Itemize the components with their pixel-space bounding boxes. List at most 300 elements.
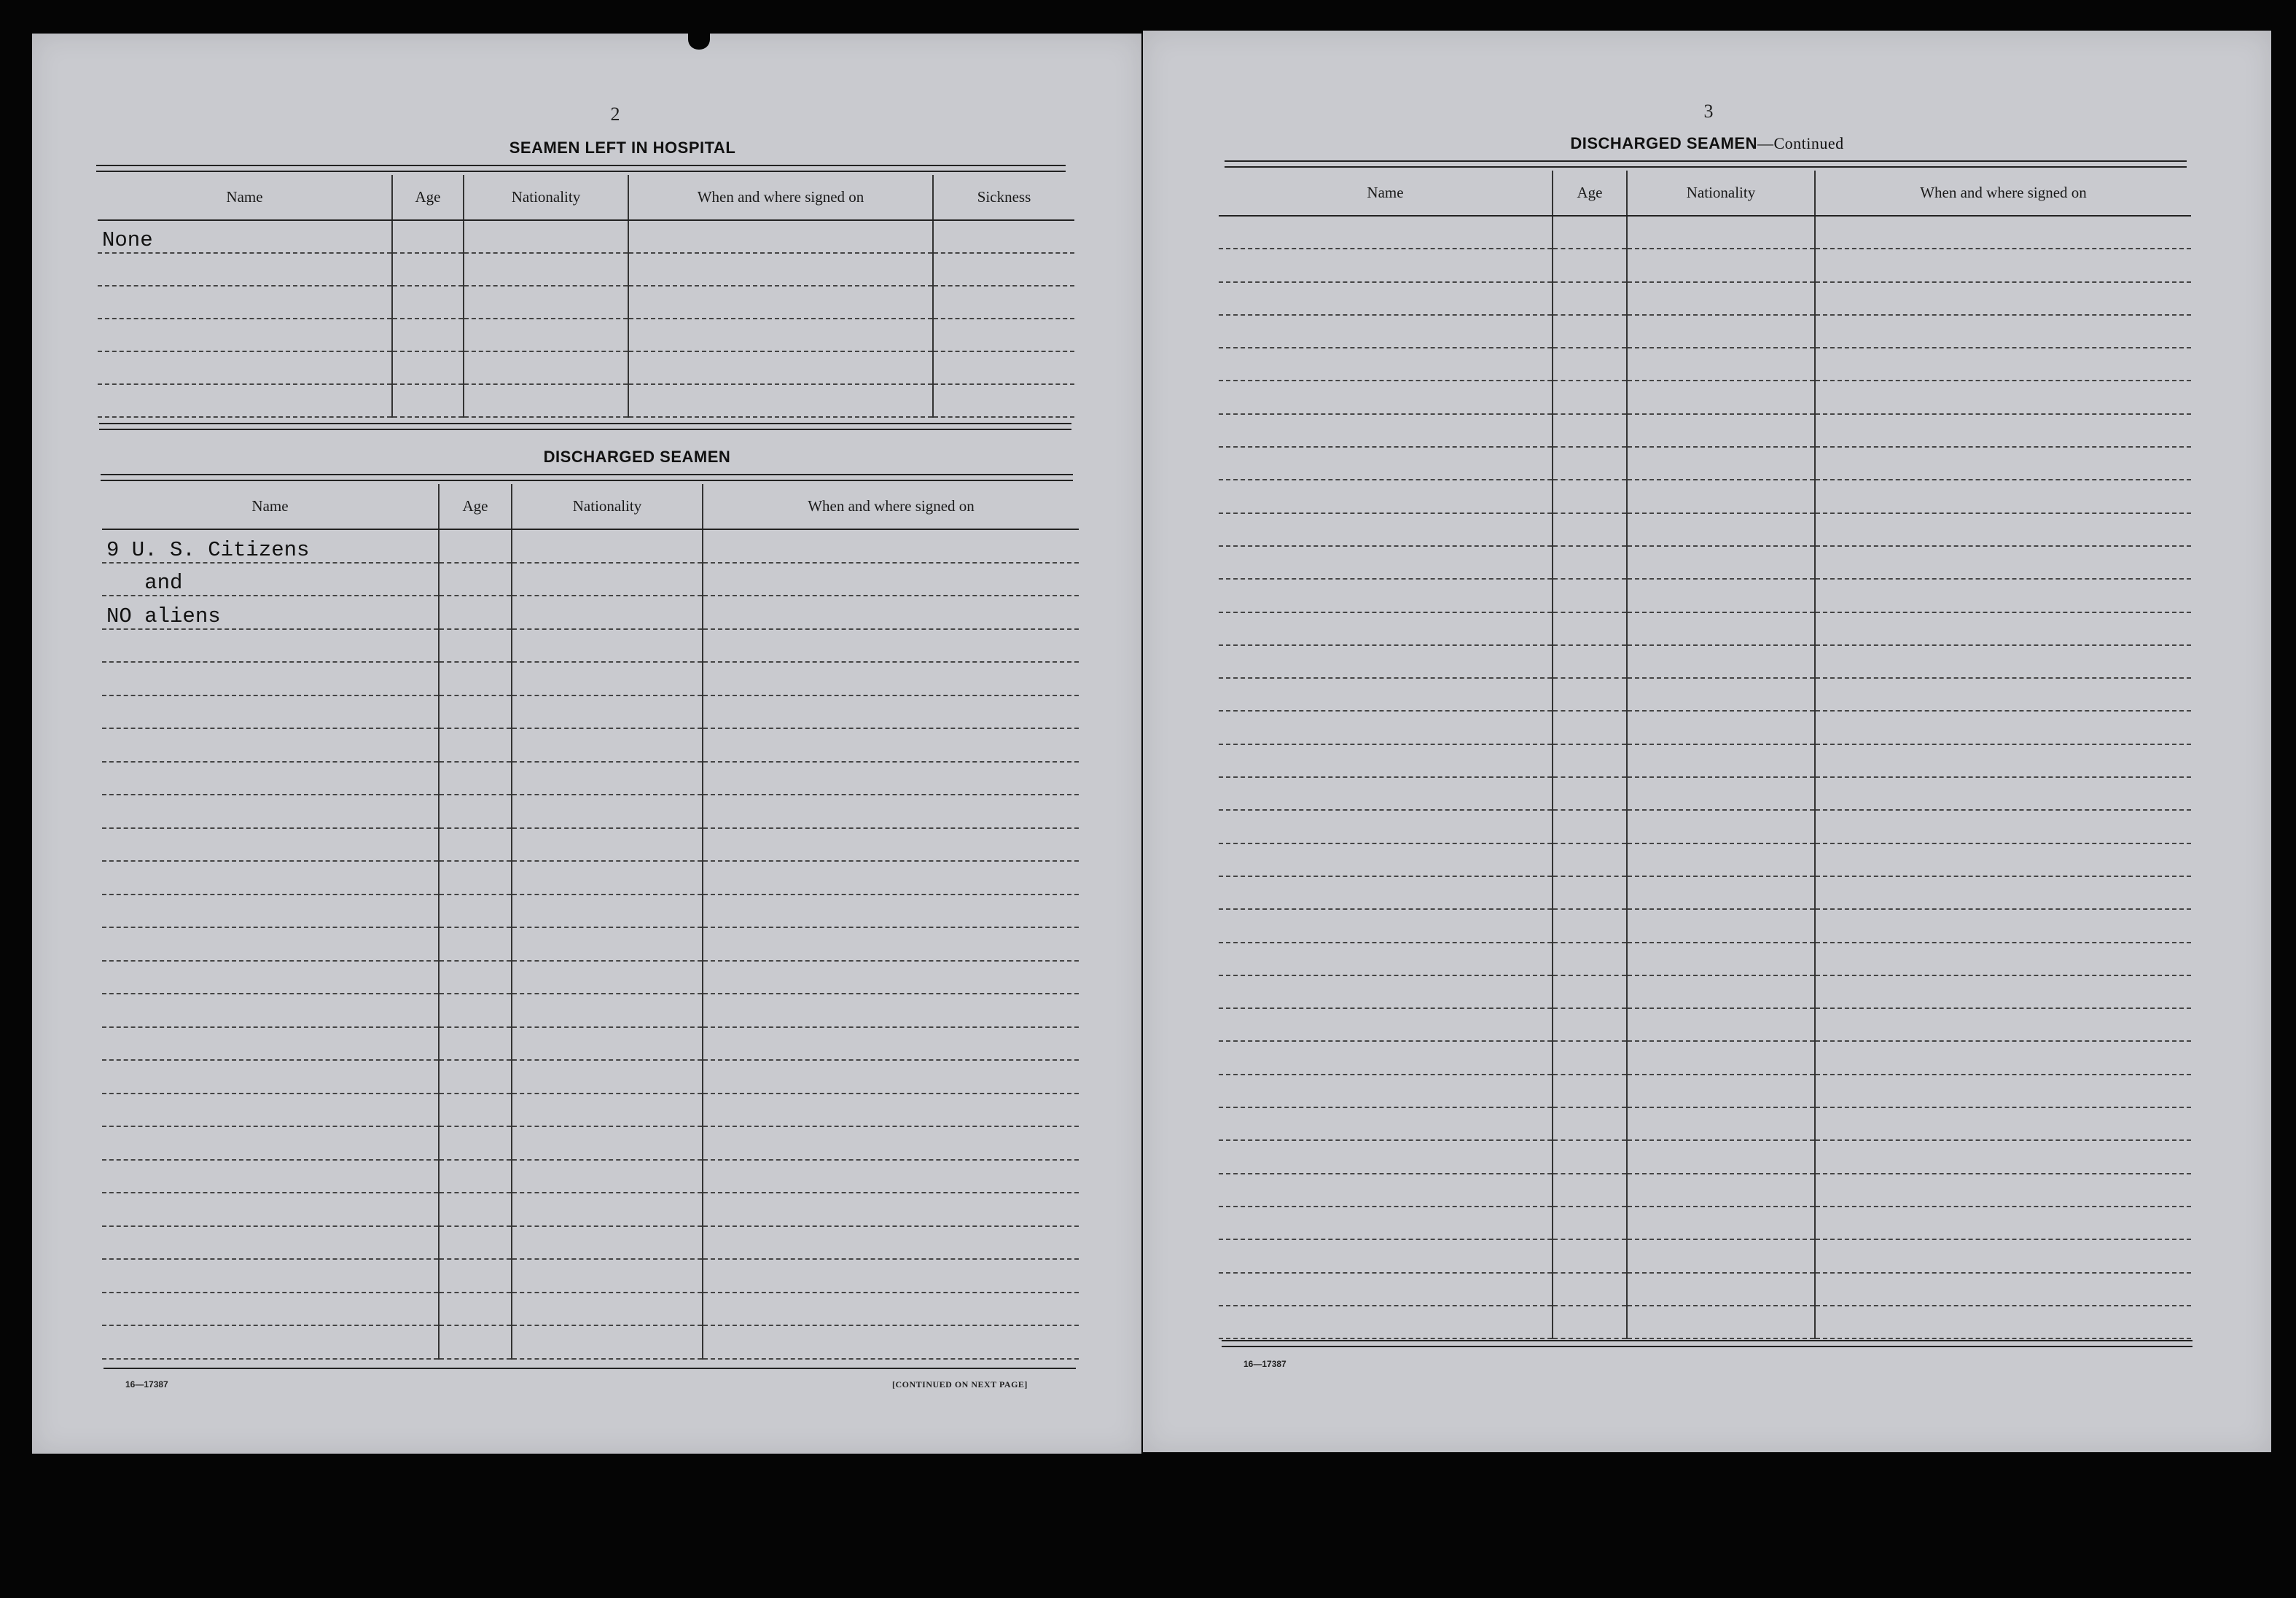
table-row (98, 351, 1074, 384)
discharged-header-3: When and where signed on (703, 484, 1079, 529)
table-row (98, 286, 1074, 319)
right-discharged-cell (1627, 579, 1815, 612)
discharged-table (102, 484, 1079, 1360)
hospital-cell (98, 253, 392, 286)
discharged-cell (703, 563, 1079, 596)
right-discharged-cell (1219, 480, 1553, 512)
discharged-cell (512, 695, 703, 729)
right-discharged-cell (1553, 843, 1627, 876)
discharged-cell (439, 1060, 512, 1094)
hospital-cell (464, 384, 628, 417)
right-discharged-cell (1553, 1174, 1627, 1207)
discharged-cell (439, 861, 512, 895)
discharged-cell (102, 1226, 439, 1260)
right-discharged-cell (1815, 678, 2191, 711)
right-discharged-cell (1815, 216, 2191, 249)
discharged-cell (102, 895, 439, 928)
right-discharged-cell (1815, 645, 2191, 678)
table-row (102, 1226, 1079, 1260)
right-discharged-cell (1219, 282, 1553, 315)
discharged-cell (439, 1226, 512, 1260)
discharged-cell (102, 1094, 439, 1127)
right-discharged-cell (1815, 777, 2191, 810)
right-discharged-cell (1219, 1041, 1553, 1074)
binding-notch (688, 31, 710, 50)
table-row (1219, 645, 2191, 678)
discharged-cell (102, 629, 439, 663)
table-row (102, 728, 1079, 762)
right-discharged-cell (1815, 348, 2191, 381)
right-discharged-cell (1219, 1273, 1553, 1306)
discharged-cell (439, 629, 512, 663)
discharged-cell (439, 895, 512, 928)
right-discharged-cell (1815, 414, 2191, 447)
hospital-cell (464, 351, 628, 384)
right-discharged-cell (1553, 513, 1627, 546)
right-discharged-cell (1627, 1239, 1815, 1272)
table-row (1219, 249, 2191, 281)
right-discharged-cell (1553, 414, 1627, 447)
table-row (1219, 909, 2191, 942)
right-discharged-cell (1219, 744, 1553, 777)
discharged-cell (102, 1193, 439, 1226)
discharged-cell (512, 1293, 703, 1326)
right-discharged-cell (1219, 348, 1553, 381)
discharged-cell (512, 596, 703, 629)
right-discharged-cell (1553, 216, 1627, 249)
right-section-title (1306, 134, 2108, 153)
right-discharged-cell (1219, 315, 1553, 348)
table-row (102, 927, 1079, 961)
right-discharged-cell (1553, 1306, 1627, 1338)
discharged-cell (703, 1027, 1079, 1061)
hospital-cell (392, 286, 464, 319)
right-discharged-cell (1627, 744, 1815, 777)
table-row (1219, 315, 2191, 348)
right-discharged-cell (1627, 546, 1815, 579)
right-discharged-cell (1815, 810, 2191, 843)
table-row (102, 994, 1079, 1027)
table-row (1219, 943, 2191, 975)
right-discharged-cell (1553, 1008, 1627, 1041)
right-page (1143, 31, 2271, 1452)
hospital-cell (933, 220, 1074, 253)
discharged-cell (703, 828, 1079, 862)
right-discharged-cell (1815, 744, 2191, 777)
discharged-cell (512, 927, 703, 961)
discharged-cell (439, 795, 512, 828)
right-discharged-header-0: Name (1219, 171, 1553, 216)
right-title-main: DISCHARGED SEAMEN (1570, 134, 1757, 152)
right-discharged-cell (1219, 1207, 1553, 1239)
right-discharged-cell (1627, 414, 1815, 447)
discharged-cell (703, 1126, 1079, 1160)
hospital-cell (464, 220, 628, 253)
right-discharged-cell (1553, 1075, 1627, 1107)
discharged-cell (439, 1293, 512, 1326)
right-discharged-cell (1219, 1174, 1553, 1207)
table-row (1219, 711, 2191, 744)
right-discharged-cell (1627, 1174, 1815, 1207)
right-discharged-header-3: When and where signed on (1815, 171, 2191, 216)
table-row (102, 1126, 1079, 1160)
hospital-cell (392, 384, 464, 417)
right-discharged-cell (1219, 1306, 1553, 1338)
hospital-cell (933, 351, 1074, 384)
table-row (1219, 1041, 2191, 1074)
right-discharged-cell (1627, 1075, 1815, 1107)
right-discharged-cell (1553, 810, 1627, 843)
right-discharged-cell (1219, 843, 1553, 876)
discharged-cell (102, 961, 439, 994)
continued-note: [CONTINUED ON NEXT PAGE] (892, 1379, 1028, 1390)
table-row (1219, 744, 2191, 777)
hospital-header-4: Sickness (933, 175, 1074, 220)
right-discharged-cell (1219, 513, 1553, 546)
right-discharged-cell (1219, 612, 1553, 645)
table-row (1219, 843, 2191, 876)
discharged-cell (439, 695, 512, 729)
right-discharged-cell (1553, 975, 1627, 1008)
discharged-cell (102, 762, 439, 795)
right-discharged-cell (1627, 612, 1815, 645)
table-row (1219, 480, 2191, 512)
discharged-cell (439, 728, 512, 762)
right-discharged-cell (1627, 1107, 1815, 1140)
right-discharged-cell (1553, 1041, 1627, 1074)
hospital-header-0: Name (98, 175, 392, 220)
table-row (1219, 513, 2191, 546)
right-discharged-cell (1553, 909, 1627, 942)
right-discharged-cell (1553, 1239, 1627, 1272)
table-row (1219, 777, 2191, 810)
discharged-cell (439, 762, 512, 795)
hospital-cell (392, 220, 464, 253)
right-discharged-cell (1553, 348, 1627, 381)
right-discharged-cell (1553, 1207, 1627, 1239)
table-row (98, 384, 1074, 417)
right-discharged-cell (1553, 1273, 1627, 1306)
right-discharged-cell (1815, 975, 2191, 1008)
right-discharged-cell (1627, 1273, 1815, 1306)
right-discharged-cell (1627, 447, 1815, 480)
discharged-cell (703, 927, 1079, 961)
discharged-cell (102, 795, 439, 828)
discharged-cell (512, 861, 703, 895)
table-row (1219, 414, 2191, 447)
discharged-cell (703, 861, 1079, 895)
right-discharged-cell (1553, 645, 1627, 678)
table-row (1219, 216, 2191, 249)
discharged-cell (703, 695, 1079, 729)
discharged-cell (102, 861, 439, 895)
discharged-header-1: Age (439, 484, 512, 529)
discharged-cell (512, 1226, 703, 1260)
discharged-cell (512, 1060, 703, 1094)
right-discharged-cell (1553, 678, 1627, 711)
discharged-header-2: Nationality (512, 484, 703, 529)
hospital-cell (628, 220, 933, 253)
table-row (98, 253, 1074, 286)
table-row (102, 529, 1079, 563)
right-discharged-cell (1815, 282, 2191, 315)
table-row (102, 1094, 1079, 1127)
right-discharged-cell (1815, 447, 2191, 480)
right-discharged-cell (1627, 777, 1815, 810)
discharged-cell (439, 662, 512, 695)
right-discharged-cell (1627, 513, 1815, 546)
right-discharged-cell (1627, 1306, 1815, 1338)
table-row (102, 1259, 1079, 1293)
hospital-cell (933, 286, 1074, 319)
table-row (1219, 1207, 2191, 1239)
right-discharged-cell (1219, 447, 1553, 480)
right-discharged-cell (1553, 943, 1627, 975)
discharged-cell (512, 961, 703, 994)
discharged-cell: NO aliens (102, 596, 439, 629)
discharged-cell (512, 1325, 703, 1359)
hospital-cell (464, 253, 628, 286)
hospital-header-2: Nationality (464, 175, 628, 220)
right-discharged-cell (1553, 1140, 1627, 1173)
right-discharged-cell (1219, 909, 1553, 942)
discharged-cell (703, 529, 1079, 563)
table-row (1219, 381, 2191, 413)
table-row (102, 1193, 1079, 1226)
right-discharged-cell (1219, 579, 1553, 612)
discharged-cell (102, 1160, 439, 1193)
discharged-cell (703, 961, 1079, 994)
discharged-cell (439, 961, 512, 994)
discharged-cell (512, 629, 703, 663)
right-bottom-rule (1222, 1340, 2192, 1347)
right-discharged-cell (1815, 1008, 2191, 1041)
right-discharged-cell (1627, 909, 1815, 942)
right-discharged-header-2: Nationality (1627, 171, 1815, 216)
right-discharged-cell (1627, 678, 1815, 711)
hospital-cell (98, 384, 392, 417)
right-discharged-cell (1219, 546, 1553, 579)
discharged-cell (703, 1226, 1079, 1260)
discharged-cell (512, 994, 703, 1027)
discharged-cell (512, 563, 703, 596)
right-discharged-cell (1219, 1008, 1553, 1041)
table-row (1219, 546, 2191, 579)
right-discharged-cell (1219, 645, 1553, 678)
table-row (1219, 1174, 2191, 1207)
discharged-cell (512, 529, 703, 563)
discharged-bottom-rule (104, 1368, 1076, 1369)
right-discharged-cell (1219, 876, 1553, 909)
right-discharged-cell (1627, 249, 1815, 281)
right-discharged-cell (1627, 480, 1815, 512)
right-discharged-cell (1219, 1075, 1553, 1107)
right-discharged-cell (1553, 249, 1627, 281)
right-discharged-cell (1815, 1207, 2191, 1239)
discharged-cell (102, 927, 439, 961)
discharged-cell (439, 828, 512, 862)
right-discharged-cell (1553, 480, 1627, 512)
table-row (1219, 282, 2191, 315)
table-row (1219, 612, 2191, 645)
form-code-right: 16—17387 (1243, 1359, 1286, 1369)
right-discharged-cell (1627, 216, 1815, 249)
right-discharged-cell (1815, 1075, 2191, 1107)
hospital-cell: None (98, 220, 392, 253)
discharged-cell (439, 994, 512, 1027)
page-number-right: 3 (1703, 101, 1714, 122)
hospital-cell (464, 286, 628, 319)
hospital-cell (464, 319, 628, 351)
discharged-cell (512, 1027, 703, 1061)
right-discharged-cell (1815, 579, 2191, 612)
page-number-left: 2 (610, 104, 620, 125)
table-row (102, 1325, 1079, 1359)
discharged-cell (512, 728, 703, 762)
right-discharged-header-1: Age (1553, 171, 1627, 216)
table-row (1219, 1075, 2191, 1107)
right-discharged-cell (1815, 381, 2191, 413)
discharged-cell (439, 1126, 512, 1160)
right-discharged-cell (1815, 1273, 2191, 1306)
discharged-cell (703, 1325, 1079, 1359)
right-discharged-cell (1219, 1140, 1553, 1173)
right-discharged-cell (1553, 876, 1627, 909)
right-discharged-cell (1815, 909, 2191, 942)
right-discharged-cell (1815, 1107, 2191, 1140)
right-discharged-cell (1815, 249, 2191, 281)
hospital-section-title: SEAMEN LEFT IN HOSPITAL (509, 139, 736, 157)
discharged-cell (512, 828, 703, 862)
right-discharged-cell (1815, 1239, 2191, 1272)
right-discharged-cell (1627, 282, 1815, 315)
discharged-cell (703, 629, 1079, 663)
right-discharged-cell (1815, 315, 2191, 348)
discharged-cell (439, 596, 512, 629)
table-row (102, 596, 1079, 629)
right-discharged-cell (1219, 777, 1553, 810)
discharged-title-rule (101, 474, 1073, 481)
table-row (102, 795, 1079, 828)
table-row (102, 961, 1079, 994)
table-row (102, 563, 1079, 596)
table-row (102, 861, 1079, 895)
right-discharged-cell (1815, 1174, 2191, 1207)
hospital-table (98, 175, 1074, 418)
hospital-cell (628, 286, 933, 319)
hospital-cell (628, 319, 933, 351)
hospital-cell (933, 319, 1074, 351)
discharged-cell (102, 1027, 439, 1061)
right-discharged-cell (1627, 381, 1815, 413)
form-code-left: 16—17387 (125, 1379, 168, 1390)
right-discharged-cell (1553, 612, 1627, 645)
discharged-cell (512, 762, 703, 795)
discharged-cell (703, 795, 1079, 828)
hospital-cell (98, 286, 392, 319)
discharged-cell (703, 994, 1079, 1027)
hospital-title-rule (96, 165, 1066, 172)
right-discharged-cell (1815, 711, 2191, 744)
right-discharged-cell (1627, 843, 1815, 876)
table-row (1219, 1140, 2191, 1173)
table-row (1219, 1239, 2191, 1272)
table-row (1219, 579, 2191, 612)
discharged-section-title: DISCHARGED SEAMEN (543, 448, 731, 466)
table-row (1219, 348, 2191, 381)
table-row (1219, 1306, 2191, 1338)
discharged-cell (102, 1126, 439, 1160)
discharged-cell (512, 1160, 703, 1193)
discharged-cell (439, 529, 512, 563)
hospital-cell (392, 319, 464, 351)
table-row (102, 695, 1079, 729)
right-discharged-cell (1553, 579, 1627, 612)
right-discharged-cell (1219, 975, 1553, 1008)
right-discharged-cell (1553, 777, 1627, 810)
discharged-cell (439, 563, 512, 596)
table-row (1219, 876, 2191, 909)
right-discharged-cell (1815, 513, 2191, 546)
table-row (102, 1060, 1079, 1094)
discharged-cell (512, 1259, 703, 1293)
discharged-cell (703, 1060, 1079, 1094)
right-discharged-cell (1815, 612, 2191, 645)
hospital-cell (628, 384, 933, 417)
discharged-cell (703, 1259, 1079, 1293)
right-title-suffix: —Continued (1757, 134, 1844, 152)
discharged-cell (439, 1193, 512, 1226)
discharged-cell (512, 1126, 703, 1160)
discharged-cell (439, 1027, 512, 1061)
right-discharged-cell (1553, 546, 1627, 579)
hospital-cell (933, 253, 1074, 286)
hospital-cell (628, 351, 933, 384)
discharged-cell (102, 1060, 439, 1094)
right-discharged-cell (1219, 678, 1553, 711)
right-discharged-cell (1627, 315, 1815, 348)
discharged-cell (512, 662, 703, 695)
table-row (1219, 1008, 2191, 1041)
table-row (98, 319, 1074, 351)
right-discharged-cell (1627, 1041, 1815, 1074)
right-discharged-cell (1815, 876, 2191, 909)
right-discharged-cell (1219, 1107, 1553, 1140)
right-discharged-cell (1627, 1140, 1815, 1173)
right-discharged-cell (1219, 414, 1553, 447)
discharged-cell (439, 1325, 512, 1359)
table-row (102, 895, 1079, 928)
right-title-rule (1225, 160, 2187, 168)
hospital-header-1: Age (392, 175, 464, 220)
right-discharged-cell (1219, 1239, 1553, 1272)
right-discharged-cell (1553, 447, 1627, 480)
discharged-cell (102, 695, 439, 729)
table-row (102, 1293, 1079, 1326)
discharged-cell (512, 795, 703, 828)
discharged-cell (703, 1094, 1079, 1127)
discharged-cell (512, 895, 703, 928)
hospital-cell (98, 319, 392, 351)
right-discharged-cell (1627, 1008, 1815, 1041)
discharged-cell (703, 1193, 1079, 1226)
discharged-cell (439, 1094, 512, 1127)
discharged-cell (102, 1325, 439, 1359)
table-row (1219, 975, 2191, 1008)
right-discharged-table (1219, 171, 2191, 1339)
discharged-cell (703, 1293, 1079, 1326)
discharged-cell (703, 762, 1079, 795)
